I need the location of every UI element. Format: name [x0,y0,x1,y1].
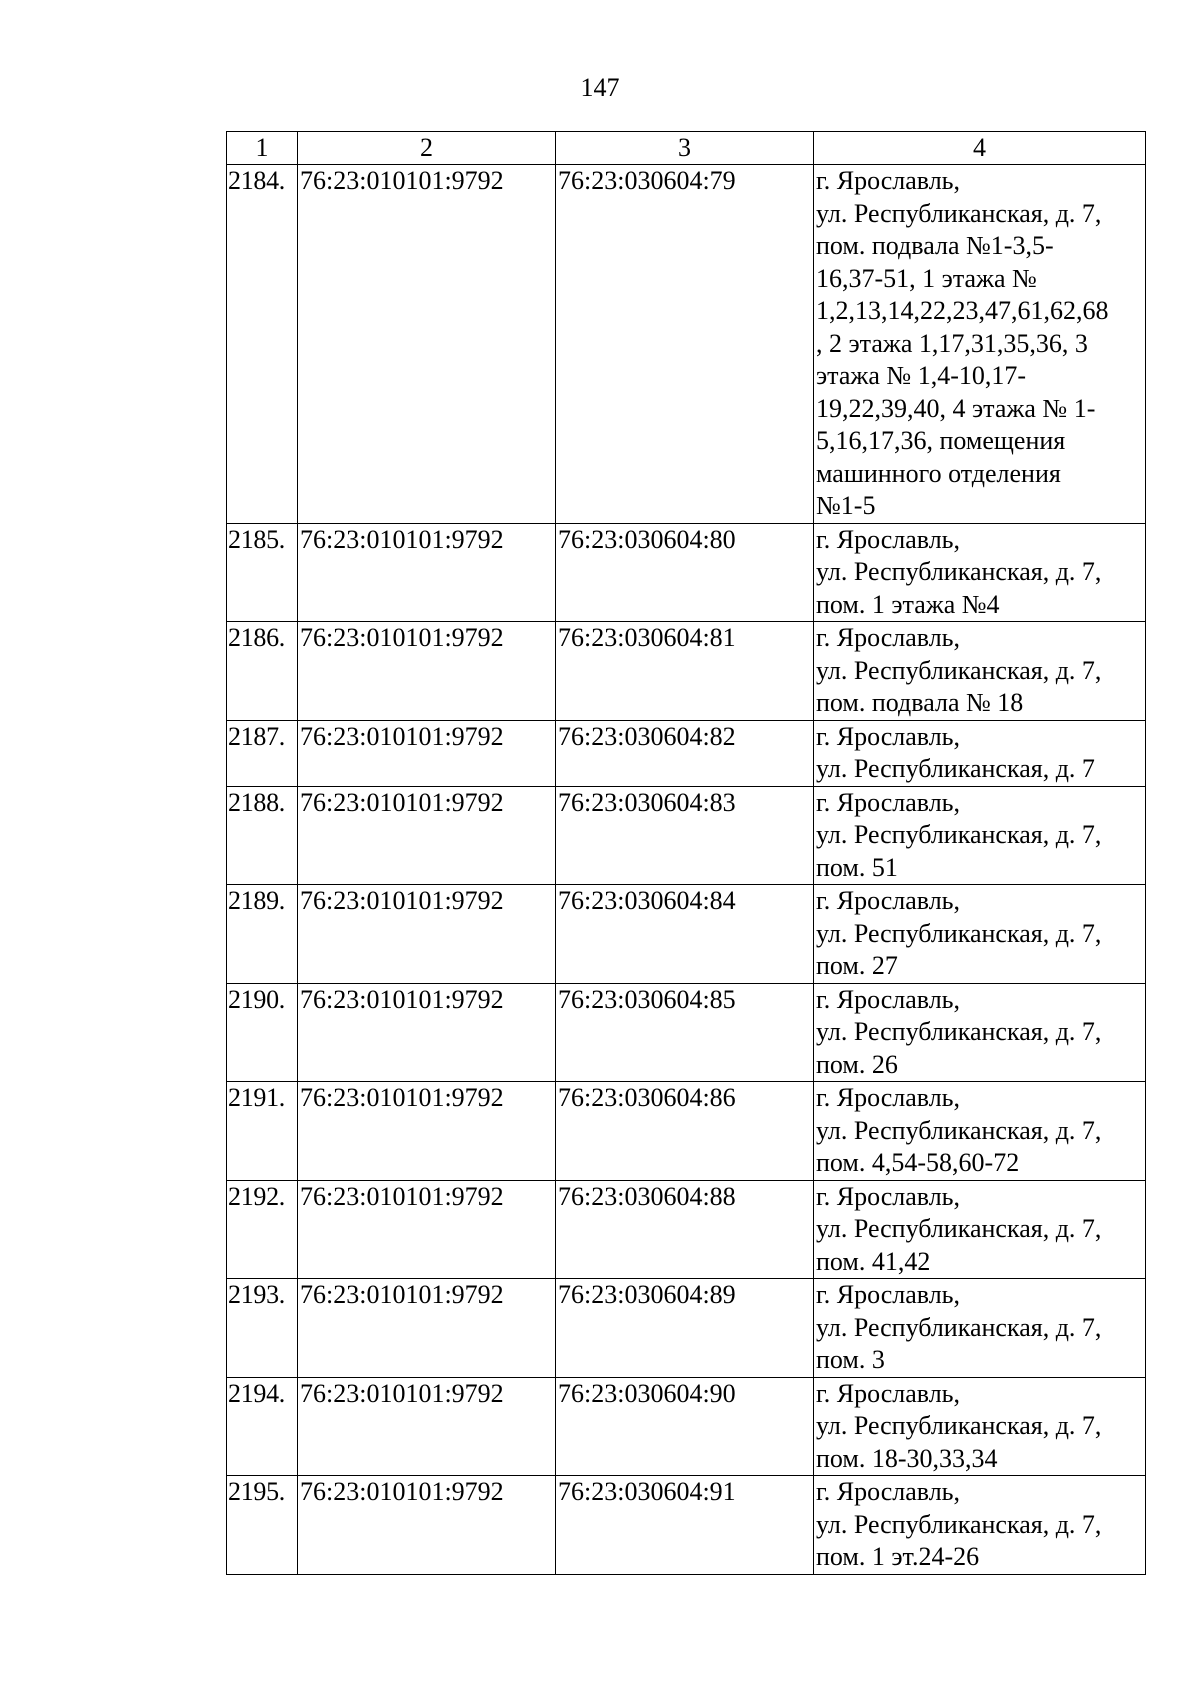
header-col-2: 2 [298,132,556,165]
address-line: пом. 27 [816,951,898,980]
address-line: 1,2,13,14,22,23,47,61,62,68 [816,296,1109,325]
address-line: ул. Республиканская, д. 7, [816,1411,1102,1440]
address-line: ул. Республиканская, д. 7, [816,1017,1102,1046]
address-cell [814,1377,1146,1476]
cadastral-number-building: 76:23:010101:9792 [298,885,556,984]
cadastral-number-building: 76:23:010101:9792 [298,720,556,786]
address-line: , 2 этажа 1,17,31,35,36, 3 [816,328,1088,358]
cadastral-number-premises: 76:23:030604:84 [556,885,814,984]
address-line: ул. Республиканская, д. 7, [816,918,1102,948]
cadastral-number-building: 76:23:010101:9792 [298,1180,556,1279]
cadastral-number-building: 76:23:010101:9792 [298,1279,556,1378]
address-line: ул. Республиканская, д. 7, [816,198,1102,228]
address-line: г. Ярославль, [816,1083,961,1112]
table-row [227,1476,1146,1575]
address-line: г. Ярославль, [816,787,961,817]
cadastral-number-premises: 76:23:030604:82 [556,720,814,786]
row-number: 2186. [227,622,298,721]
cadastral-number-building: 76:23:010101:9792 [298,1476,556,1575]
row-number: 2187. [227,720,298,786]
address-line: пом. 26 [816,1049,898,1079]
address-line: 16,37-51, 1 этажа № [816,263,1037,293]
address-line: г. Ярославль, [816,1378,961,1408]
header-col-1: 1 [227,132,298,165]
address-cell [814,1180,1146,1279]
table-row [227,720,1146,786]
cadastral-number-premises: 76:23:030604:81 [556,622,814,721]
table-row [227,1279,1146,1378]
row-number: 2191. [227,1082,298,1181]
row-number: 2195. [227,1476,298,1575]
address-line: ул. Республиканская, д. 7, [816,1115,1102,1145]
cadastral-number-premises: 76:23:030604:86 [556,1082,814,1181]
cadastral-number-premises: 76:23:030604:83 [556,786,814,885]
table-row [227,1377,1146,1476]
address-cell [814,983,1146,1082]
row-number: 2194. [227,1377,298,1476]
table-row [227,983,1146,1082]
address-line: пом. 51 [816,852,898,882]
table-row [227,165,1146,524]
row-number: 2192. [227,1180,298,1279]
cadastral-number-premises: 76:23:030604:89 [556,1279,814,1378]
table-body [227,165,1146,1575]
cadastral-number-building: 76:23:010101:9792 [298,983,556,1082]
address-line: 19,22,39,40, 4 этажа № 1- [816,393,1096,423]
address-line: г. Ярославль, [816,1181,961,1211]
cadastral-number-premises: 76:23:030604:91 [556,1476,814,1575]
row-number: 2185. [227,523,298,622]
address-line: ул. Республиканская, д. 7, [816,1214,1102,1243]
address-cell [814,1476,1146,1575]
cadastral-number-premises: 76:23:030604:79 [556,165,814,524]
address-line: пом. подвала № 18 [816,688,1024,717]
address-line: этажа № 1,4-10,17- [816,361,1027,390]
address-cell [814,1082,1146,1181]
page-number: 147 [580,73,620,102]
cadastral-number-premises: 76:23:030604:90 [556,1377,814,1476]
address-cell [814,165,1146,524]
address-line: г. Ярославль, [816,623,961,652]
address-cell [814,622,1146,721]
address-line: ул. Республиканская, д. 7, [816,1312,1102,1342]
address-cell [814,1279,1146,1378]
address-line: ул. Республиканская, д. 7, [816,820,1102,849]
address-line: пом. 4,54-58,60-72 [816,1148,1020,1177]
table-row [227,523,1146,622]
address-line: г. Ярославль, [816,166,961,195]
cadastral-number-building: 76:23:010101:9792 [298,165,556,524]
table-row [227,622,1146,721]
address-line: г. Ярославль, [816,524,961,554]
cadastral-number-building: 76:23:010101:9792 [298,622,556,721]
table-row [227,786,1146,885]
address-cell [814,523,1146,622]
address-line: №1-5 [816,491,876,520]
cadastral-number-building: 76:23:010101:9792 [298,786,556,885]
cadastral-number-building: 76:23:010101:9792 [298,1082,556,1181]
address-cell [814,885,1146,984]
address-line: машинного отделения [816,458,1061,488]
register-table [226,131,1146,1575]
cadastral-number-building: 76:23:010101:9792 [298,523,556,622]
address-line: г. Ярославль, [816,721,961,751]
row-number: 2193. [227,1279,298,1378]
cadastral-number-premises: 76:23:030604:80 [556,523,814,622]
address-line: пом. подвала №1-3,5- [816,231,1054,260]
address-line: ул. Республиканская, д. 7, [816,655,1102,685]
address-cell [814,786,1146,885]
address-line: г. Ярославль, [816,1477,961,1506]
address-line: ул. Республиканская, д. 7, [816,557,1102,586]
address-line: г. Ярославль, [816,984,961,1014]
address-line: 5,16,17,36, помещения [816,426,1066,455]
address-line: г. Ярославль, [816,1280,961,1309]
address-line: пом. 1 этажа №4 [816,589,1000,619]
address-cell [814,720,1146,786]
address-line: г. Ярославль, [816,886,961,915]
address-line: ул. Республиканская, д. 7, [816,1509,1102,1539]
address-line: пом. 18-30,33,34 [816,1443,998,1473]
address-line: пом. 1 эт.24-26 [816,1542,980,1571]
table-row [227,1180,1146,1279]
header-col-3: 3 [556,132,814,165]
table-row [227,1082,1146,1181]
address-line: пом. 3 [816,1345,885,1374]
address-line: ул. Республиканская, д. 7 [816,754,1095,783]
row-number: 2188. [227,786,298,885]
row-number: 2190. [227,983,298,1082]
cadastral-number-premises: 76:23:030604:88 [556,1180,814,1279]
row-number: 2184. [227,165,298,524]
address-line: пом. 41,42 [816,1246,931,1276]
header-col-4: 4 [814,132,1146,165]
cadastral-number-premises: 76:23:030604:85 [556,983,814,1082]
table-row [227,885,1146,984]
header-row [227,132,1146,165]
cadastral-number-building: 76:23:010101:9792 [298,1377,556,1476]
row-number: 2189. [227,885,298,984]
